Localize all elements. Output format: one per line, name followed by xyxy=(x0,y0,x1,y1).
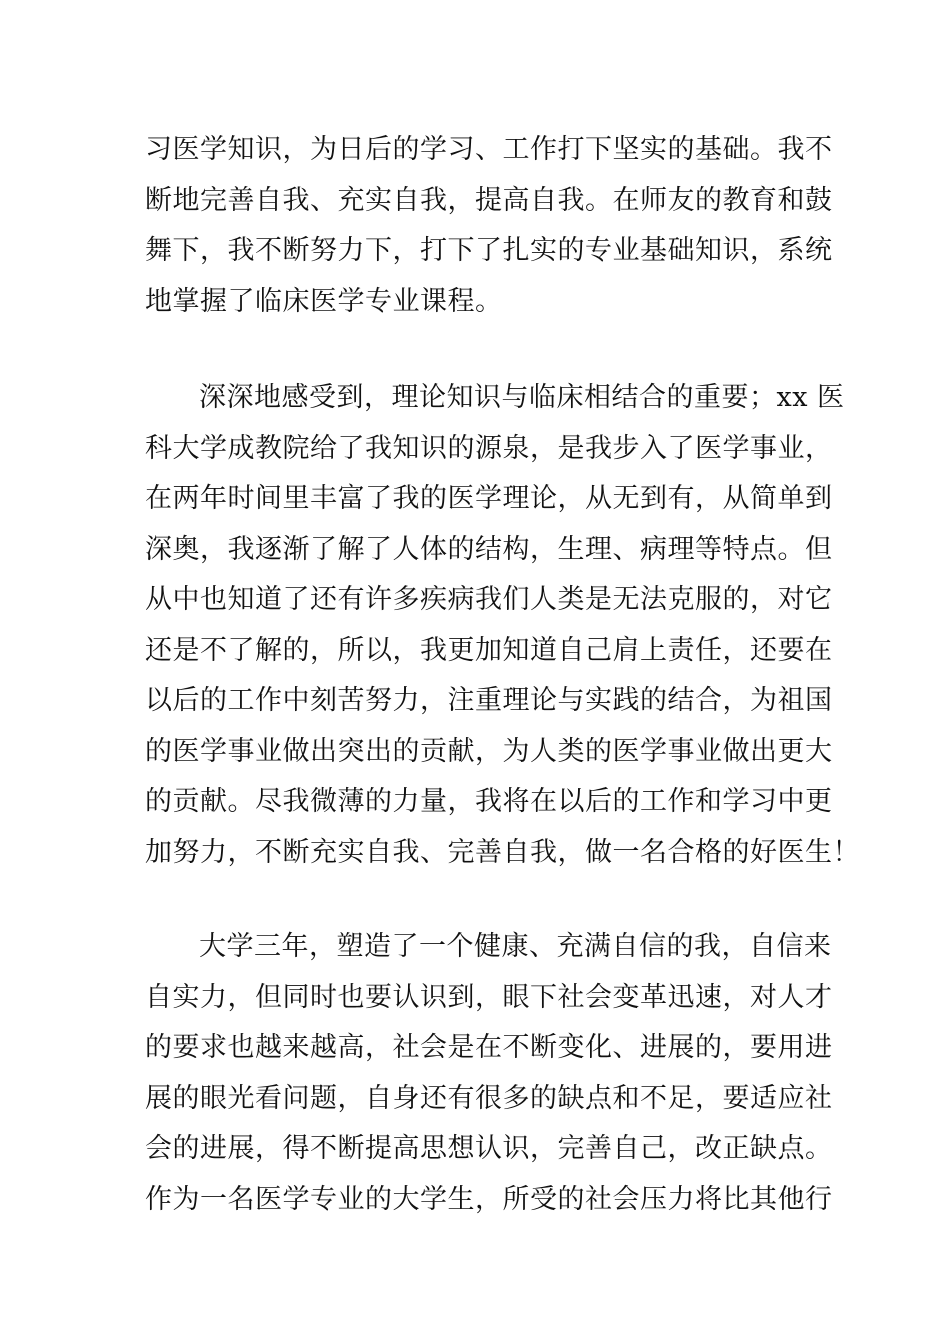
paragraph-3 xyxy=(145,922,833,1225)
text-line: 深奥，我逐渐了解了人体的结构，生理、病理等特点。但 xyxy=(145,533,833,565)
text-line: 的要求也越来越高，社会是在不断变化、进展的，要用进 xyxy=(145,1032,833,1063)
text-line: 从中也知道了还有许多疾病我们人类是无法克服的，对它 xyxy=(145,584,833,615)
text-line: 在两年时间里丰富了我的医学理论，从无到有，从简单到 xyxy=(145,483,833,514)
text-line: 深深地感受到，理论知识与临床相结合的重要；xx 医 xyxy=(199,382,845,413)
paragraph-1 xyxy=(145,125,833,327)
text-line: 展的眼光看问题，自身还有很多的缺点和不足，要适应社 xyxy=(145,1082,833,1114)
paragraph-2 xyxy=(145,373,860,878)
text-line: 断地完善自我、充实自我，提高自我。在师友的教育和鼓 xyxy=(145,184,833,216)
text-line: 以后的工作中刻苦努力，注重理论与实践的结合，为祖国 xyxy=(145,685,833,716)
text-line: 大学三年，塑造了一个健康、充满自信的我，自信来 xyxy=(199,931,832,962)
text-line: 作为一名医学专业的大学生，所受的社会压力将比其他行 xyxy=(145,1183,833,1215)
text-line: 自实力，但同时也要认识到，眼下社会变革迅速，对人才 xyxy=(145,981,833,1013)
text-line: 地掌握了临床医学专业课程。 xyxy=(145,285,503,317)
text-line: 科大学成教院给了我知识的源泉，是我步入了医学事业， xyxy=(145,432,833,464)
text-line: 会的进展，得不断提高思想认识，完善自己，改正缺点。 xyxy=(145,1133,833,1164)
text-line: 舞下，我不断努力下，打下了扎实的专业基础知识，系统 xyxy=(145,235,833,266)
text-line: 还是不了解的，所以，我更加知道自己肩上责任，还要在 xyxy=(145,634,833,666)
text-line: 加努力，不断充实自我、完善自我，做一名合格的好医生！ xyxy=(145,836,860,868)
text-line: 习医学知识，为日后的学习、工作打下坚实的基础。我不 xyxy=(145,134,833,165)
text-line: 的贡献。尽我微薄的力量，我将在以后的工作和学习中更 xyxy=(145,786,833,817)
text-line: 的医学事业做出突出的贡献，为人类的医学事业做出更大 xyxy=(145,735,833,767)
